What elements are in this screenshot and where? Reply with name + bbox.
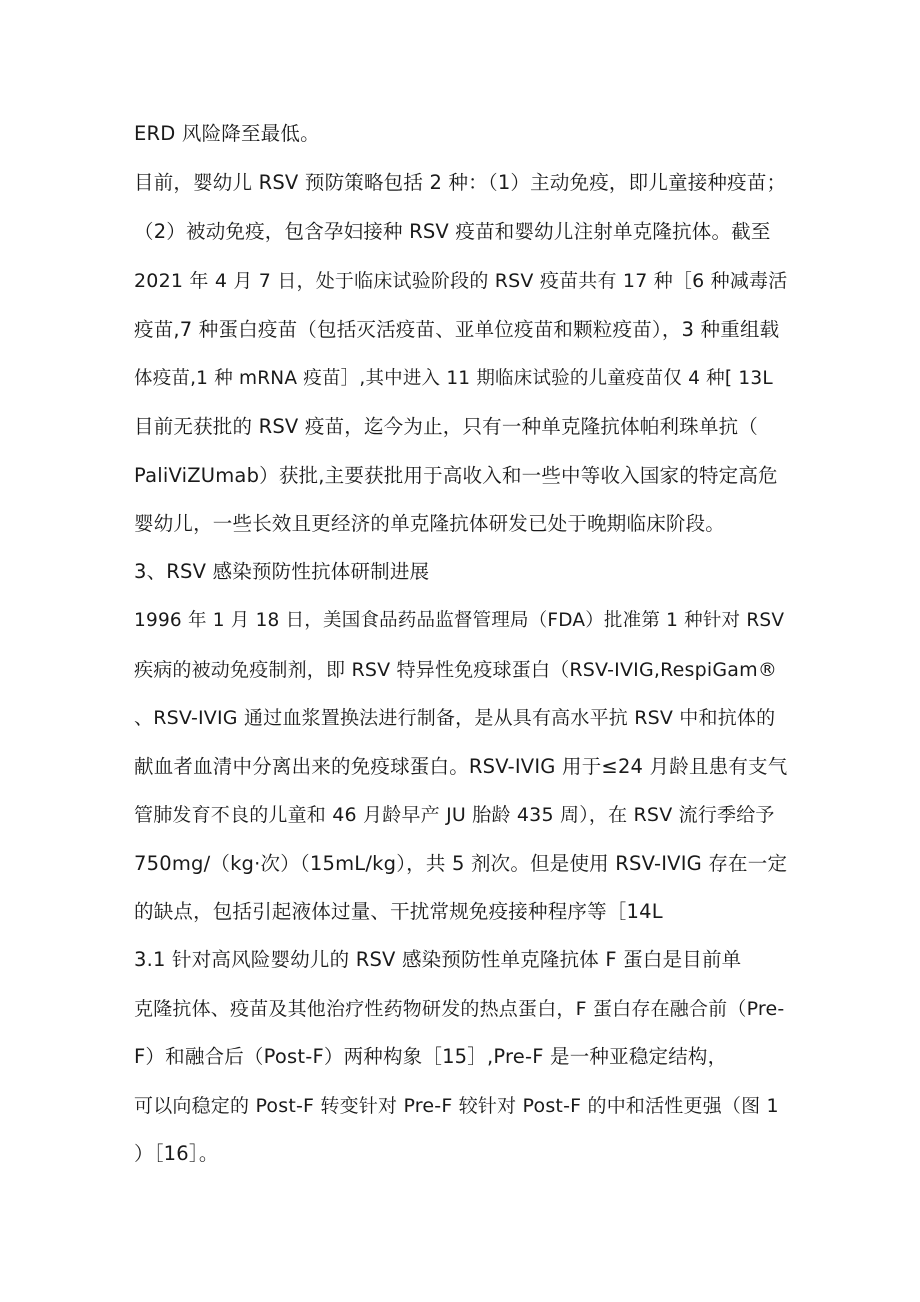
text-line: F）和融合后（Post-F）两种构象［15］,Pre-F 是一种亚稳定结构， bbox=[134, 1045, 728, 1068]
section-heading: 3、RSV 感染预防性抗体研制进展 bbox=[134, 560, 430, 583]
text-line: 疫苗,7 种蛋白疫苗（包括灭活疫苗、亚单位疫苗和颗粒疫苗），3 种重组载 bbox=[134, 318, 780, 341]
text-line: 体疫苗,1 种 mRNA 疫苗］,其中进入 11 期临床试验的儿童疫苗仅 4 种[ 13L bbox=[134, 368, 773, 389]
text-line: 1996 年 1 月 18 日，美国食品药品监督管理局（FDA）批准第 1 种针对 RSV bbox=[134, 610, 785, 631]
text-line: 疾病的被动免疫制剂，即 RSV 特异性免疫球蛋白（RSV-IVIG,RespiGam® bbox=[134, 659, 778, 681]
text-line: 的缺点，包括引起液体过量、干扰常规免疫接种程序等［14L bbox=[134, 900, 663, 923]
text-line: 克隆抗体、疫苗及其他治疗性药物研发的热点蛋白，F 蛋白存在融合前（Pre- bbox=[134, 998, 785, 1020]
text-line: 目前无获批的 RSV 疫苗，迄今为止，只有一种单克隆抗体帕利珠单抗（ bbox=[134, 415, 758, 438]
text-line: 献血者血清中分离出来的免疫球蛋白。RSV-IVIG 用于≤24 月龄且患有支气 bbox=[134, 755, 788, 778]
text-line: 750mg∕（kg·次）（15mL/kg），共 5 剂次。但是使用 RSV-IVIG 存在一定 bbox=[134, 852, 788, 875]
text-line: ）［16］。 bbox=[134, 1142, 219, 1165]
text-line: 目前，婴幼儿 RSV 预防策略包括 2 种：（1）主动免疫，即儿童接种疫苗； bbox=[134, 171, 787, 194]
text-line: 2021 年 4 月 7 日，处于临床试验阶段的 RSV 疫苗共有 17 种［6 种减毒活 bbox=[134, 270, 788, 292]
text-line: 可以向稳定的 Post-F 转变针对 Pre-F 较针对 Post-F 的中和活性更强（图 1 bbox=[134, 1095, 779, 1117]
text-line: 管肺发育不良的儿童和 46 月龄早产 JU 胎龄 435 周），在 RSV 流行季给予 bbox=[134, 804, 775, 826]
text-line: （2）被动免疫，包含孕妇接种 RSV 疫苗和婴幼儿注射单克隆抗体。截至 bbox=[134, 220, 771, 243]
subsection-heading: 3.1 针对高风险婴幼儿的 RSV 感染预防性单克隆抗体 F 蛋白是目前单 bbox=[134, 948, 742, 971]
text-line: PaliViZUmab）获批,主要获批用于高收入和一些中等收入国家的特定高危 bbox=[134, 464, 778, 487]
text-line: ERD 风险降至最低。 bbox=[134, 122, 320, 145]
text-line: 婴幼儿，一些长效且更经济的单克隆抗体研发已处于晚期临床阶段。 bbox=[134, 512, 726, 535]
text-line: 、RSV-IVIG 通过血浆置换法进行制备，是从具有高水平抗 RSV 中和抗体的 bbox=[134, 707, 776, 729]
